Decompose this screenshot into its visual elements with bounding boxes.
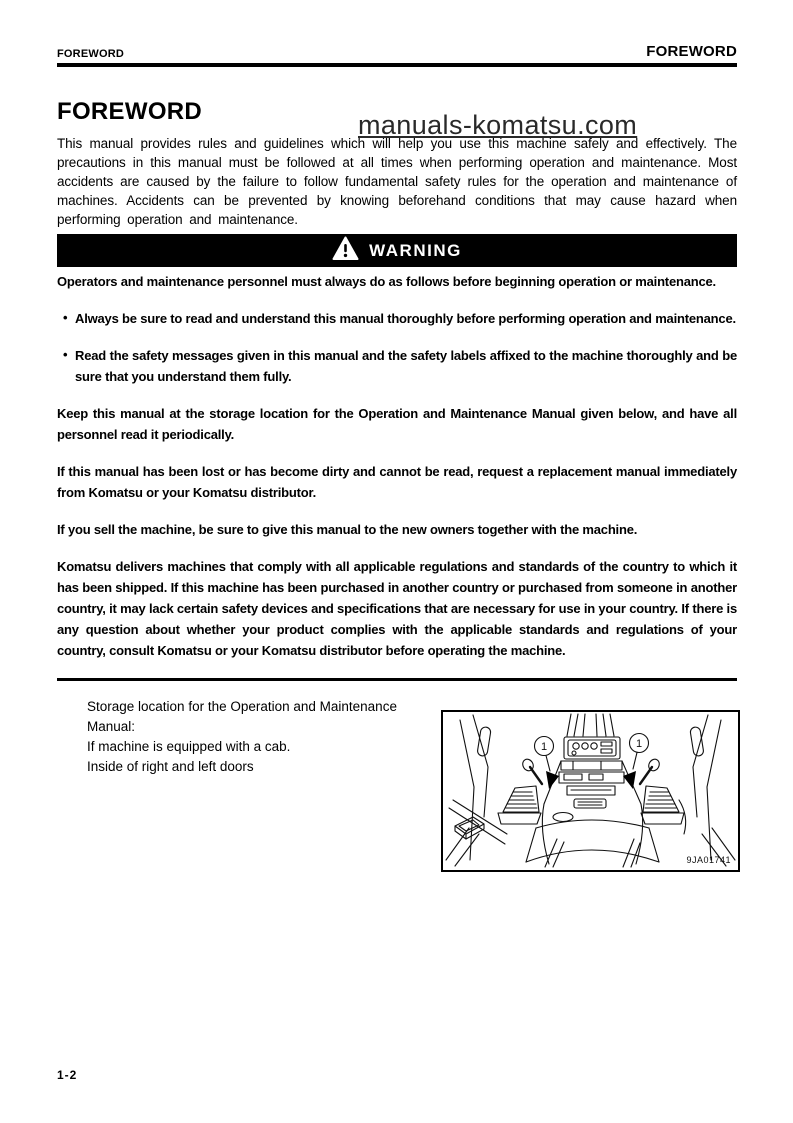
body-paragraph: If this manual has been lost or has become dirty and cannot be read, request a replacement manual immediately from Komatsu or your Komatsu distributor.: [57, 464, 737, 500]
cab-interior-illustration: [443, 712, 738, 870]
console-switch-panel: [561, 761, 622, 770]
warning-triangle-icon: [332, 236, 359, 266]
body-paragraph: If you sell the machine, be sure to give this manual to the new owners together with the machine.: [57, 522, 638, 537]
warning-banner: [57, 234, 737, 267]
page-title: FOREWORD: [57, 98, 203, 125]
callout-number-left: 1: [541, 741, 548, 753]
bullet-text: Read the safety messages given in this manual and the safety labels affixed to the machine thoroughly and be sure that you understand them fully.: [75, 348, 737, 384]
bullet-item: [57, 345, 737, 387]
section-divider-rule: [57, 678, 737, 681]
site-watermark: manuals-komatsu.com: [358, 110, 638, 140]
storage-line: Storage location for the Operation and Maintenance Manual:: [87, 699, 397, 734]
header-rule: [57, 63, 737, 67]
intro-paragraph: This manual provides rules and guidelines which will help you use this machine safely and effectively. The precautions in this manual must be followed at all times when performing operation and maintenance. Most accidents are caused by the failure to follow fundamental safety rules for the operation and maintenance of machines. Accidents can be prevented by knowing beforehand conditions that may cause hazard when performing operation and maintenance.: [57, 136, 737, 227]
body-paragraph: Komatsu delivers machines that comply with all applicable regulations and standards of the country to which it has been shipped. If this machine has been purchased in another country or purchased from someone in another country, it may lack certain safety devices and specifications that are necessary for use in your country. If there is any question about whether your product complies with the applicable standards and regulations of your country, consult Komatsu or your Komatsu distributor before operating the machine.: [57, 559, 737, 658]
bullet-text: Always be sure to read and understand this manual thoroughly before performing operation and maintenance.: [75, 311, 736, 326]
storage-line: If machine is equipped with a cab.: [87, 739, 291, 754]
seat-outline: [536, 820, 649, 828]
storage-line: Inside of right and left doors: [87, 759, 254, 774]
bullet-item: [57, 308, 737, 329]
warning-bullet-list: [57, 308, 737, 387]
running-header: [57, 0, 737, 60]
storage-location-section: [57, 697, 737, 872]
bullet-marker: •: [63, 310, 68, 325]
bullet-marker: •: [63, 347, 68, 362]
storage-arrow-right: [623, 771, 636, 789]
header-section-left: FOREWORD: [57, 48, 124, 60]
warning-label: WARNING: [369, 240, 462, 260]
warning-intro-paragraph: Operators and maintenance personnel must always do as follows before beginning operation or maintenance.: [57, 274, 716, 289]
figure-code: 9JA01741: [686, 855, 731, 865]
page-number: 1-2: [57, 1068, 78, 1082]
cab-illustration-frame: [441, 710, 740, 872]
storage-location-text: [87, 697, 441, 872]
storage-arrow-left: [546, 771, 559, 789]
callout-number-right: 1: [636, 738, 643, 750]
header-section-right: FOREWORD: [646, 43, 737, 60]
body-paragraph: Keep this manual at the storage location for the Operation and Maintenance Manual given below, and have all personnel read it periodically.: [57, 406, 737, 442]
